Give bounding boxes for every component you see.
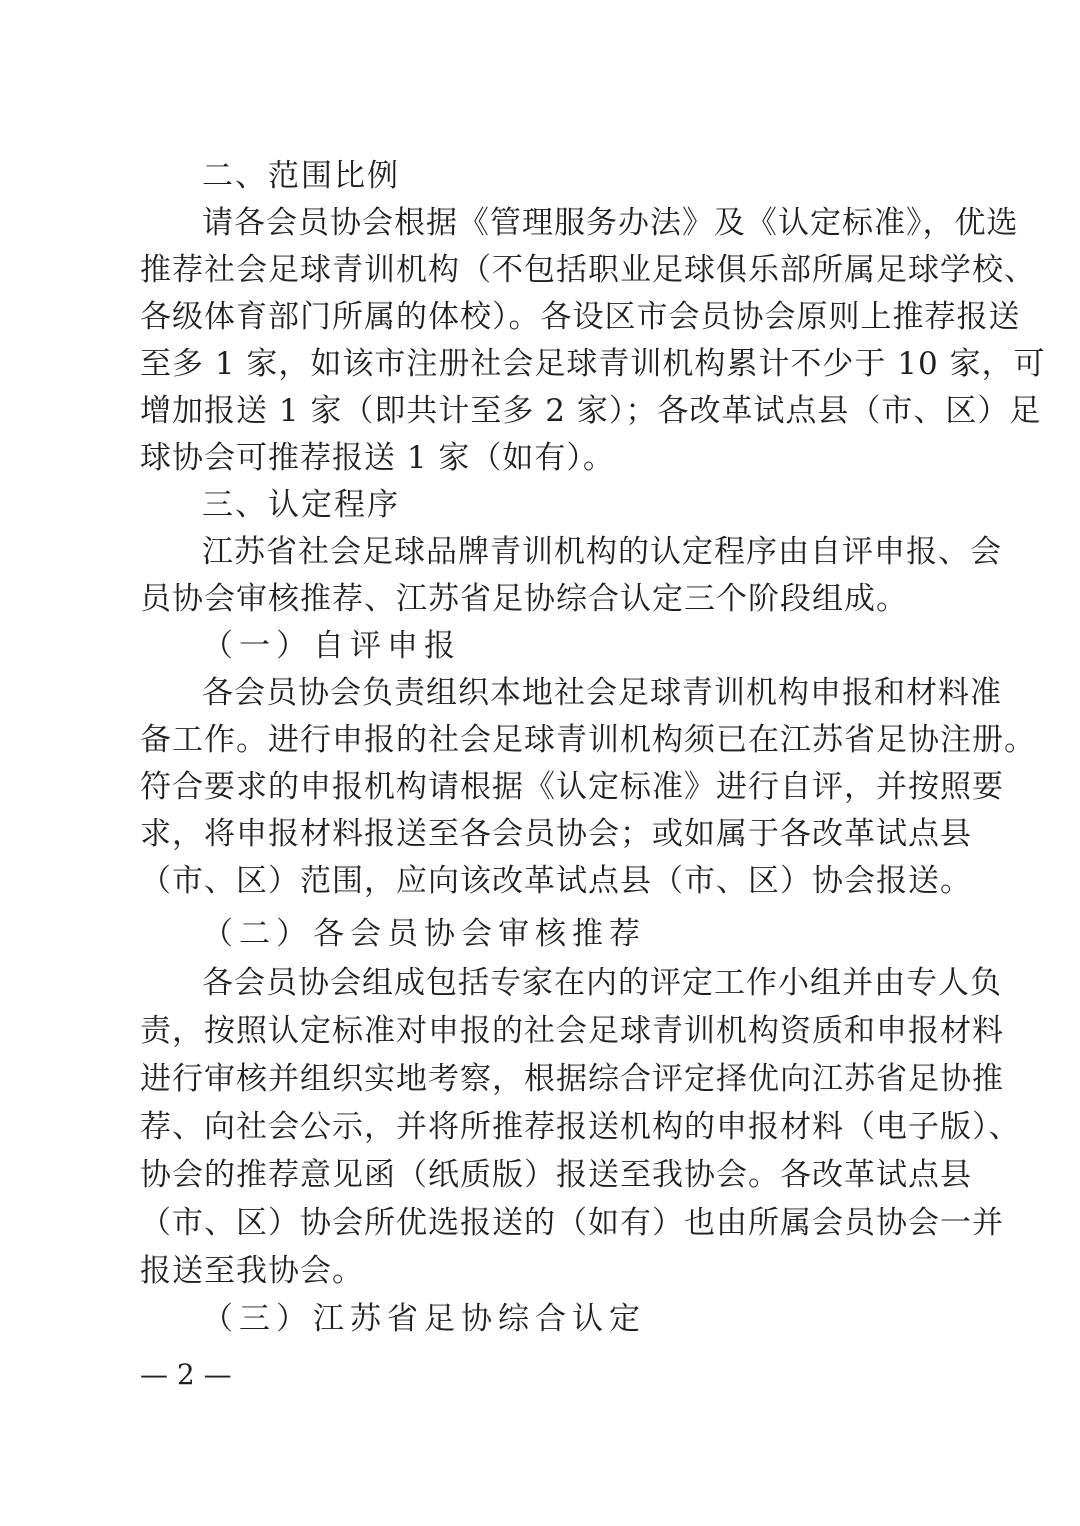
paragraph-line: 责，按照认定标准对申报的社会足球青训机构资质和申报材料 (140, 1013, 1004, 1049)
paragraph-line: 报送至我协会。 (140, 1253, 364, 1289)
paragraph-line: （市、区）协会所优选报送的（如有）也由所属会员协会一并 (140, 1205, 1004, 1241)
paragraph-line: 协会的推荐意见函（纸质版）报送至我协会。各改革试点县 (140, 1157, 972, 1193)
paragraph-line: 符合要求的申报机构请根据《认定标准》进行自评，并按照要 (140, 769, 1004, 805)
paragraph-line: 求，将申报材料报送至各会员协会；或如属于各改革试点县 (140, 816, 972, 852)
paragraph-line: 江苏省社会足球品牌青训机构的认定程序由自评申报、会 (202, 534, 1002, 570)
section-heading-scope: 二、范围比例 (202, 158, 400, 194)
paragraph-line: 荐、向社会公示，并将所推荐报送机构的申报材料（电子版）、 (140, 1109, 1021, 1145)
subheading-comprehensive-certification: （三）江苏省足协综合认定 (202, 1301, 646, 1337)
paragraph-line: 各会员协会负责组织本地社会足球青训机构申报和材料准 (202, 675, 1002, 711)
paragraph-line: 增加报送 1 家（即共计至多 2 家）；各改革试点县（市、区）足 (140, 393, 1042, 429)
paragraph-line: 请各会员协会根据《管理服务办法》及《认定标准》，优选 (202, 205, 1019, 241)
subheading-member-review: （二）各会员协会审核推荐 (202, 916, 646, 952)
paragraph-line: 推荐社会足球青训机构（不包括职业足球俱乐部所属足球学校、 (140, 252, 1036, 288)
paragraph-line: （市、区）范围，应向该改革试点县（市、区）协会报送。 (140, 863, 972, 899)
subheading-self-evaluation: （一）自评申报 (202, 628, 461, 664)
paragraph-line: 至多 1 家，如该市注册社会足球青训机构累计不少于 10 家，可 (140, 346, 1046, 382)
paragraph-line: 备工作。进行申报的社会足球青训机构须已在江苏省足协注册。 (140, 722, 1036, 758)
page-number: — 2 — (140, 1358, 232, 1391)
paragraph-line: 各会员协会组成包括专家在内的评定工作小组并由专人负 (202, 965, 1002, 1001)
paragraph-line: 球协会可推荐报送 1 家（如有）。 (140, 440, 615, 476)
paragraph-line: 各级体育部门所属的体校）。各设区市会员协会原则上推荐报送 (140, 299, 1021, 335)
paragraph-line: 进行审核并组织实地考察，根据综合评定择优向江苏省足协推 (140, 1061, 1004, 1097)
paragraph-line: 员协会审核推荐、江苏省足协综合认定三个阶段组成。 (140, 581, 908, 617)
section-heading-procedure: 三、认定程序 (202, 487, 400, 523)
